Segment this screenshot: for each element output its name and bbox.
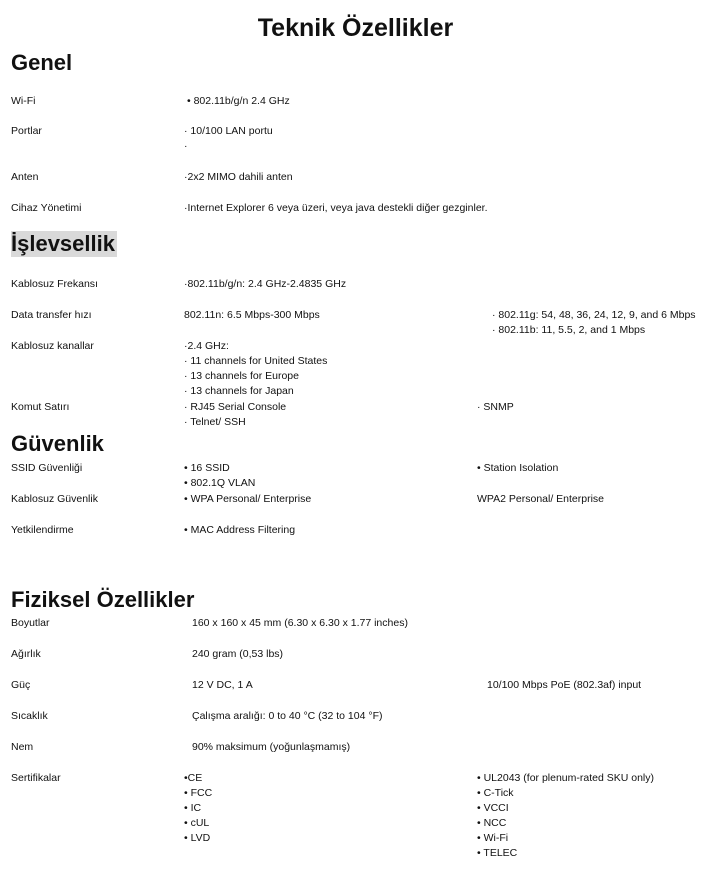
yetki-mac: • MAC Address Filtering <box>184 524 296 536</box>
frekans-label: Kablosuz Frekansı <box>11 278 98 290</box>
kablosuz-wpa2: WPA2 Personal/ Enterprise <box>477 493 605 505</box>
sertifika-right-item: • NCC <box>477 817 507 829</box>
wifi-value: • 802.11b/g/n 2.4 GHz <box>187 95 290 107</box>
ssid-vlan: • 802.1Q VLAN <box>184 477 256 489</box>
kanallar-item: · 13 channels for Europe <box>184 370 299 382</box>
sertifika-right-item: • VCCI <box>477 802 509 814</box>
komut-telnet: · Telnet/ SSH <box>184 416 246 428</box>
sertifika-left-item: • FCC <box>184 787 213 799</box>
wifi-label: Wi-Fi <box>11 95 36 107</box>
yetki-label: Yetkilendirme <box>11 524 74 536</box>
boyut-value: 160 x 160 x 45 mm (6.30 x 6.30 x 1.77 inches) <box>192 617 408 629</box>
boyut-label: Boyutlar <box>11 617 50 629</box>
anten-value: ·2x2 MIMO dahili anten <box>184 171 293 183</box>
sertifika-left-item: • LVD <box>184 832 211 844</box>
sertifika-right-item: • C-Tick <box>477 787 514 799</box>
transfer-80211g: · 802.11g: 54, 48, 36, 24, 12, 9, and 6 Mbps <box>492 309 696 321</box>
komut-label: Komut Satırı <box>11 401 70 413</box>
guc-poe: 10/100 Mbps PoE (802.3af) input <box>487 679 642 691</box>
ssid-isolation: • Station Isolation <box>477 462 559 474</box>
section-heading-genel: Genel <box>11 50 73 75</box>
sertifika-left-item: •CE <box>184 772 203 784</box>
section-heading-guvenlik: Güvenlik <box>11 431 104 456</box>
agirlik-value: 240 gram (0,53 lbs) <box>192 648 284 660</box>
kanallar-item: · 13 channels for Japan <box>184 385 294 397</box>
sertifika-right-item: • UL2043 (for plenum-rated SKU only) <box>477 772 655 784</box>
ssid-label: SSID Güvenliği <box>11 462 83 474</box>
kanallar-item: ·2.4 GHz: <box>184 340 229 352</box>
cihaz-value: ·Internet Explorer 6 veya üzeri, veya java destekli diğer gezginler. <box>184 202 488 214</box>
transfer-value: 802.11n: 6.5 Mbps-300 Mbps <box>184 309 320 321</box>
sertifika-label: Sertifikalar <box>11 772 61 784</box>
page-title: Teknik Özellikler <box>257 14 454 42</box>
nem-label: Nem <box>11 741 34 753</box>
guc-value: 12 V DC, 1 A <box>192 679 253 691</box>
section-heading-fiziksel: Fiziksel Özellikler <box>11 587 195 612</box>
komut-snmp: · SNMP <box>477 401 514 413</box>
frekans-value: ·802.11b/g/n: 2.4 GHz-2.4835 GHz <box>184 278 347 290</box>
sertifika-left-item: • IC <box>184 802 202 814</box>
cihaz-label: Cihaz Yönetimi <box>11 202 82 214</box>
portlar-value: · 10/100 LAN portu <box>184 125 273 137</box>
sertifika-right-item: • Wi-Fi <box>477 832 509 844</box>
agirlik-label: Ağırlık <box>11 648 41 660</box>
nem-value: 90% maksimum (yoğunlaşmamış) <box>192 741 351 753</box>
portlar-empty-bullet: · <box>184 140 188 152</box>
kablosuz-wpa: • WPA Personal/ Enterprise <box>184 493 312 505</box>
ssid-16: • 16 SSID <box>184 462 230 474</box>
kanallar-label: Kablosuz kanallar <box>11 340 94 352</box>
sertifika-right-item: • TELEC <box>477 847 518 859</box>
anten-label: Anten <box>11 171 39 183</box>
sicaklik-label: Sıcaklık <box>11 710 48 722</box>
kanallar-item: · 11 channels for United States <box>184 355 328 367</box>
kablosuz-guvenlik-label: Kablosuz Güvenlik <box>11 493 98 505</box>
komut-rj45: · RJ45 Serial Console <box>184 401 287 413</box>
sicaklik-value: Çalışma aralığı: 0 to 40 °C (32 to 104 °F) <box>192 710 383 722</box>
guc-label: Güç <box>11 679 31 691</box>
section-heading-islevsellik: İşlevsellik <box>11 231 115 256</box>
sertifika-left-item: • cUL <box>184 817 210 829</box>
transfer-label: Data transfer hızı <box>11 309 92 321</box>
transfer-80211b: · 802.11b: 11, 5.5, 2, and 1 Mbps <box>492 324 646 336</box>
portlar-label: Portlar <box>11 125 42 137</box>
